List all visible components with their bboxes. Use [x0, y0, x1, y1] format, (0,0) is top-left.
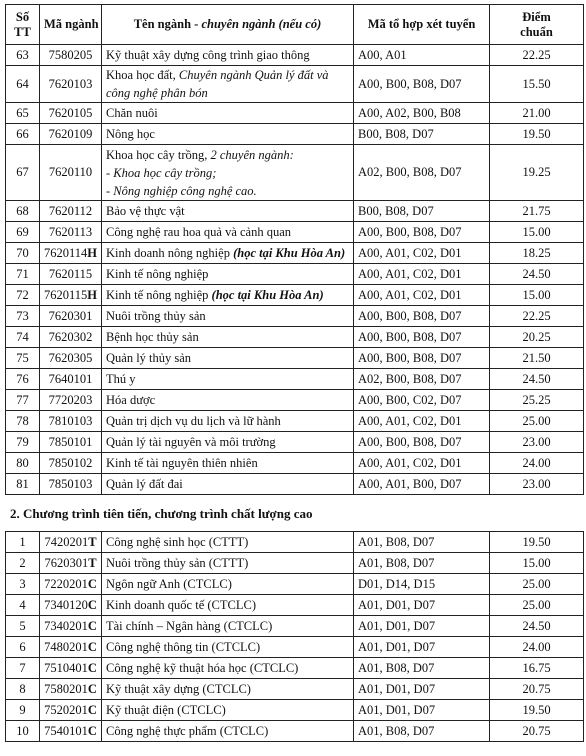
ten-nganh-sub: - Khoa học cây trồng;: [106, 165, 217, 180]
ma-nganh-code: 7220201: [44, 576, 88, 591]
row-to-hop: A02, B00, B08, D07: [354, 145, 490, 201]
ma-nganh-suffix: C: [87, 597, 97, 612]
row-ten-nganh: [102, 201, 354, 222]
ma-nganh-code: 7620109: [48, 126, 93, 141]
table-row: [6, 45, 584, 66]
ma-nganh-code: 7620301: [44, 555, 89, 570]
row-stt: 9: [6, 700, 40, 721]
table-row: [6, 474, 584, 495]
row-ten-nganh: [102, 222, 354, 243]
table-row: [6, 595, 584, 616]
row-diem-chuan: 23.00: [490, 432, 584, 453]
row-stt: 81: [6, 474, 40, 495]
row-ten-nganh: [102, 679, 354, 700]
ten-nganh-text: Nông học: [106, 127, 155, 141]
ten-nganh-text: Quản trị dịch vụ du lịch và lữ hành: [106, 414, 281, 428]
row-diem-chuan: 24.00: [490, 637, 584, 658]
row-to-hop: A00, B00, B08, D07: [354, 66, 490, 103]
row-to-hop: A01, D01, D07: [354, 637, 490, 658]
row-diem-chuan: 19.50: [490, 700, 584, 721]
ma-nganh-code: 7620301: [48, 308, 93, 323]
table-row: [6, 145, 584, 201]
row-stt: 71: [6, 264, 40, 285]
row-diem-chuan: 19.50: [490, 124, 584, 145]
table-row: [6, 700, 584, 721]
row-diem-chuan: 23.00: [490, 474, 584, 495]
row-diem-chuan: 19.25: [490, 145, 584, 201]
row-ma-nganh: [40, 243, 102, 264]
row-ma-nganh: [40, 390, 102, 411]
row-to-hop: A01, D01, D07: [354, 679, 490, 700]
row-ten-nganh: [102, 721, 354, 742]
ten-nganh-text: Quản lý đất đai: [106, 477, 183, 491]
ten-nganh-text: Nuôi trồng thủy sản (CTTT): [106, 556, 249, 570]
row-stt: 5: [6, 616, 40, 637]
ma-nganh-suffix: C: [87, 702, 97, 717]
ma-nganh-code: 7620113: [48, 224, 93, 239]
row-diem-chuan: 21.00: [490, 103, 584, 124]
ten-nganh-text: Kỹ thuật xây dựng công trình giao thông: [106, 48, 310, 62]
row-diem-chuan: 25.00: [490, 595, 584, 616]
ma-nganh-code: 7620115: [44, 287, 88, 302]
row-ma-nganh: [40, 411, 102, 432]
row-to-hop: A00, A02, B00, B08: [354, 103, 490, 124]
row-diem-chuan: 24.50: [490, 369, 584, 390]
row-stt: 3: [6, 574, 40, 595]
ma-nganh-code: 7850103: [48, 476, 93, 491]
row-ten-nganh: [102, 553, 354, 574]
row-diem-chuan: 24.00: [490, 453, 584, 474]
table-row: [6, 432, 584, 453]
ten-nganh-text: Kỹ thuật xây dựng (CTCLC): [106, 682, 251, 696]
row-to-hop: D01, D14, D15: [354, 574, 490, 595]
row-diem-chuan: 15.50: [490, 66, 584, 103]
row-stt: 68: [6, 201, 40, 222]
row-ma-nganh: [40, 616, 102, 637]
ma-nganh-code: 7620103: [48, 76, 93, 91]
table-row: [6, 616, 584, 637]
row-to-hop: B00, B08, D07: [354, 201, 490, 222]
table-row: [6, 721, 584, 742]
table-row: [6, 411, 584, 432]
row-stt: 7: [6, 658, 40, 679]
row-ten-nganh: [102, 103, 354, 124]
ma-nganh-code: 7810103: [48, 413, 93, 428]
table-body-main: [6, 45, 584, 495]
row-ten-nganh: [102, 369, 354, 390]
ma-nganh-code: 7620114: [44, 245, 88, 260]
ma-nganh-suffix: C: [87, 723, 97, 738]
ma-nganh-suffix: T: [88, 555, 97, 570]
row-ten-nganh: [102, 700, 354, 721]
row-to-hop: B00, B08, D07: [354, 124, 490, 145]
row-ten-nganh: [102, 264, 354, 285]
row-to-hop: A00, B00, B08, D07: [354, 306, 490, 327]
row-stt: 80: [6, 453, 40, 474]
row-ten-nganh: [102, 574, 354, 595]
ten-nganh-text: Kinh tế tài nguyên thiên nhiên: [106, 456, 258, 470]
ma-nganh-suffix: C: [87, 618, 97, 633]
row-stt: 79: [6, 432, 40, 453]
ten-nganh-text: Tài chính – Ngân hàng (CTCLC): [106, 619, 273, 633]
ma-nganh-code: 7850101: [48, 434, 93, 449]
row-diem-chuan: 15.00: [490, 553, 584, 574]
row-ma-nganh: [40, 103, 102, 124]
row-ten-nganh: [102, 658, 354, 679]
row-ma-nganh: [40, 145, 102, 201]
table-row: [6, 532, 584, 553]
row-stt: 2: [6, 553, 40, 574]
ma-nganh-code: 7580205: [48, 47, 93, 62]
row-diem-chuan: 15.00: [490, 285, 584, 306]
ma-nganh-code: 7720203: [48, 392, 93, 407]
row-to-hop: A00, A01, C02, D01: [354, 453, 490, 474]
row-diem-chuan: 22.25: [490, 306, 584, 327]
row-to-hop: A01, D01, D07: [354, 700, 490, 721]
row-diem-chuan: 19.50: [490, 532, 584, 553]
row-stt: 63: [6, 45, 40, 66]
row-ma-nganh: [40, 348, 102, 369]
row-ten-nganh: [102, 145, 354, 201]
row-ma-nganh: [40, 124, 102, 145]
ten-nganh-text: Quản lý thủy sản: [106, 351, 192, 365]
row-diem-chuan: 21.50: [490, 348, 584, 369]
ma-nganh-code: 7620302: [48, 329, 93, 344]
row-ma-nganh: [40, 66, 102, 103]
table-body-advanced: [6, 532, 584, 742]
ma-nganh-code: 7340201: [44, 618, 88, 633]
table-row: [6, 285, 584, 306]
admission-table-main: [5, 4, 584, 495]
row-to-hop: A00, B00, B08, D07: [354, 327, 490, 348]
ma-nganh-code: 7850102: [48, 455, 93, 470]
row-diem-chuan: 21.75: [490, 201, 584, 222]
ma-nganh-suffix: C: [87, 681, 97, 696]
table-row: [6, 66, 584, 103]
ma-nganh-suffix: C: [87, 639, 97, 654]
row-ten-nganh: [102, 390, 354, 411]
header-stt: Số TT: [6, 5, 40, 45]
table-row: [6, 243, 584, 264]
ten-nganh-sub: - Nông nghiệp công nghệ cao.: [106, 183, 257, 198]
row-diem-chuan: 24.50: [490, 264, 584, 285]
row-ma-nganh: [40, 700, 102, 721]
section-2-title: 2. Chương trình tiên tiến, chương trình chất lượng cao: [10, 506, 313, 521]
ma-nganh-code: 7620115: [48, 266, 93, 281]
row-to-hop: A02, B00, B08, D07: [354, 369, 490, 390]
table-row: [6, 222, 584, 243]
ten-nganh-italic: 2 chuyên ngành:: [210, 147, 294, 162]
row-to-hop: A01, D01, D07: [354, 616, 490, 637]
row-ma-nganh: [40, 45, 102, 66]
row-ten-nganh: [102, 474, 354, 495]
row-ma-nganh: [40, 574, 102, 595]
ma-nganh-code: 7520201: [44, 702, 88, 717]
table-row: [6, 201, 584, 222]
ten-nganh-italic: Chuyên ngành Quản lý đất và công nghệ phân bón: [106, 68, 329, 100]
row-diem-chuan: 18.25: [490, 243, 584, 264]
ma-nganh-suffix: H: [87, 287, 98, 302]
row-diem-chuan: 15.00: [490, 222, 584, 243]
row-to-hop: A00, A01, C02, D01: [354, 411, 490, 432]
row-ma-nganh: [40, 327, 102, 348]
row-stt: 64: [6, 66, 40, 103]
table-row: [6, 679, 584, 700]
ten-nganh-text: Công nghệ sinh học (CTTT): [106, 535, 249, 549]
row-ma-nganh: [40, 553, 102, 574]
row-diem-chuan: 20.25: [490, 327, 584, 348]
ma-nganh-code: 7480201: [44, 639, 88, 654]
ma-nganh-suffix: C: [87, 660, 97, 675]
header-to-hop: Mã tổ hợp xét tuyển: [354, 5, 490, 45]
row-ten-nganh: [102, 637, 354, 658]
row-to-hop: A01, B08, D07: [354, 532, 490, 553]
row-diem-chuan: 20.75: [490, 721, 584, 742]
ten-nganh-text: Nuôi trồng thủy sản: [106, 309, 206, 323]
row-ma-nganh: [40, 285, 102, 306]
ten-nganh-text: Thú y: [106, 372, 136, 386]
ten-nganh-text: Công nghệ thực phẩm (CTCLC): [106, 724, 269, 738]
ma-nganh-code: 7340120: [44, 597, 88, 612]
ten-nganh-text: Khoa học đất,: [106, 68, 179, 82]
row-ma-nganh: [40, 264, 102, 285]
row-ten-nganh: [102, 306, 354, 327]
row-ten-nganh: [102, 411, 354, 432]
row-ma-nganh: [40, 679, 102, 700]
row-ten-nganh: [102, 243, 354, 264]
row-stt: 76: [6, 369, 40, 390]
row-stt: 4: [6, 595, 40, 616]
row-to-hop: A00, A01: [354, 45, 490, 66]
row-stt: 6: [6, 637, 40, 658]
ten-nganh-text: Kinh tế nông nghiệp: [106, 288, 212, 302]
row-diem-chuan: 25.00: [490, 411, 584, 432]
row-diem-chuan: 16.75: [490, 658, 584, 679]
row-ten-nganh: [102, 532, 354, 553]
ma-nganh-code: 7510401: [44, 660, 88, 675]
table-row: [6, 453, 584, 474]
row-ma-nganh: [40, 474, 102, 495]
ten-nganh-location: (học tại Khu Hòa An): [233, 246, 346, 260]
row-diem-chuan: 22.25: [490, 45, 584, 66]
ten-nganh-text: Công nghệ thông tin (CTCLC): [106, 640, 261, 654]
row-ten-nganh: [102, 453, 354, 474]
row-to-hop: A00, A01, C02, D01: [354, 264, 490, 285]
header-diem-chuan: Điểm chuẩn: [490, 5, 584, 45]
row-diem-chuan: 20.75: [490, 679, 584, 700]
row-stt: 78: [6, 411, 40, 432]
row-ma-nganh: [40, 532, 102, 553]
row-ten-nganh: [102, 327, 354, 348]
ten-nganh-text: Bảo vệ thực vật: [106, 204, 185, 218]
table-row: [6, 390, 584, 411]
ma-nganh-code: 7640101: [48, 371, 93, 386]
row-stt: 8: [6, 679, 40, 700]
row-diem-chuan: 25.00: [490, 574, 584, 595]
row-ten-nganh: [102, 595, 354, 616]
row-stt: 77: [6, 390, 40, 411]
row-stt: 74: [6, 327, 40, 348]
row-ma-nganh: [40, 369, 102, 390]
table-row: [6, 124, 584, 145]
row-ma-nganh: [40, 721, 102, 742]
ma-nganh-code: 7540101: [44, 723, 88, 738]
table-row: [6, 306, 584, 327]
row-ma-nganh: [40, 306, 102, 327]
row-ma-nganh: [40, 658, 102, 679]
row-to-hop: A00, B00, B08, D07: [354, 348, 490, 369]
table-row: [6, 553, 584, 574]
row-to-hop: A00, B00, B08, D07: [354, 432, 490, 453]
row-stt: 69: [6, 222, 40, 243]
row-ma-nganh: [40, 453, 102, 474]
row-stt: 10: [6, 721, 40, 742]
ten-nganh-text: Kinh doanh quốc tế (CTCLC): [106, 598, 256, 612]
row-stt: 75: [6, 348, 40, 369]
row-ten-nganh: [102, 285, 354, 306]
table-row: [6, 658, 584, 679]
ma-nganh-code: 7620105: [48, 105, 93, 120]
row-ten-nganh: [102, 45, 354, 66]
row-ma-nganh: [40, 432, 102, 453]
table-row: [6, 369, 584, 390]
row-stt: 67: [6, 145, 40, 201]
admission-table-advanced: [5, 531, 584, 742]
ten-nganh-text: Hóa dược: [106, 393, 156, 407]
ma-nganh-code: 7580201: [44, 681, 88, 696]
ten-nganh-text: Công nghệ rau hoa quả và cảnh quan: [106, 225, 292, 239]
row-to-hop: A01, B08, D07: [354, 553, 490, 574]
table-row: [6, 103, 584, 124]
ten-nganh-text: Quản lý tài nguyên và môi trường: [106, 435, 276, 449]
row-stt: 70: [6, 243, 40, 264]
row-stt: 66: [6, 124, 40, 145]
ten-nganh-text: Ngôn ngữ Anh (CTCLC): [106, 577, 232, 591]
table-row: [6, 348, 584, 369]
header-ma-nganh: Mã ngành: [40, 5, 102, 45]
row-to-hop: A01, B08, D07: [354, 658, 490, 679]
ten-nganh-text: Khoa học cây trồng,: [106, 147, 211, 162]
table-row: [6, 637, 584, 658]
row-ma-nganh: [40, 637, 102, 658]
table-row: [6, 327, 584, 348]
ma-nganh-code: 7620305: [48, 350, 93, 365]
ma-nganh-suffix: T: [88, 534, 97, 549]
row-stt: 1: [6, 532, 40, 553]
ten-nganh-text: Bệnh học thủy sản: [106, 330, 199, 344]
row-to-hop: A00, A01, C02, D01: [354, 243, 490, 264]
row-ten-nganh: [102, 66, 354, 103]
row-to-hop: A00, B00, C02, D07: [354, 390, 490, 411]
row-ma-nganh: [40, 222, 102, 243]
table-header-row: [6, 5, 584, 45]
row-to-hop: A01, D01, D07: [354, 595, 490, 616]
row-stt: 65: [6, 103, 40, 124]
row-stt: 73: [6, 306, 40, 327]
ten-nganh-location: (học tại Khu Hòa An): [211, 288, 324, 302]
ma-nganh-suffix: C: [87, 576, 97, 591]
row-to-hop: A00, B00, B08, D07: [354, 222, 490, 243]
row-ten-nganh: [102, 616, 354, 637]
row-ten-nganh: [102, 348, 354, 369]
ten-nganh-text: Chăn nuôi: [106, 106, 158, 120]
ten-nganh-text: Kinh tế nông nghiệp: [106, 267, 209, 281]
row-to-hop: A00, A01, B00, D07: [354, 474, 490, 495]
row-ma-nganh: [40, 201, 102, 222]
table-row: [6, 574, 584, 595]
ma-nganh-suffix: H: [87, 245, 98, 260]
row-ten-nganh: [102, 432, 354, 453]
ma-nganh-code: 7620110: [48, 165, 93, 179]
header-ten-nganh: Tên ngành - chuyên ngành (nếu có): [102, 5, 354, 45]
ten-nganh-text: Kỹ thuật điện (CTCLC): [106, 703, 226, 717]
row-stt: 72: [6, 285, 40, 306]
ten-nganh-text: Kinh doanh nông nghiệp: [106, 246, 234, 260]
row-diem-chuan: 25.25: [490, 390, 584, 411]
ten-nganh-text: Công nghệ kỹ thuật hóa học (CTCLC): [106, 661, 299, 675]
row-to-hop: A00, A01, C02, D01: [354, 285, 490, 306]
table-row: [6, 264, 584, 285]
ma-nganh-code: 7420201: [44, 534, 89, 549]
row-ma-nganh: [40, 595, 102, 616]
row-diem-chuan: 24.50: [490, 616, 584, 637]
row-ten-nganh: [102, 124, 354, 145]
row-to-hop: A01, B08, D07: [354, 721, 490, 742]
ma-nganh-code: 7620112: [48, 203, 93, 218]
